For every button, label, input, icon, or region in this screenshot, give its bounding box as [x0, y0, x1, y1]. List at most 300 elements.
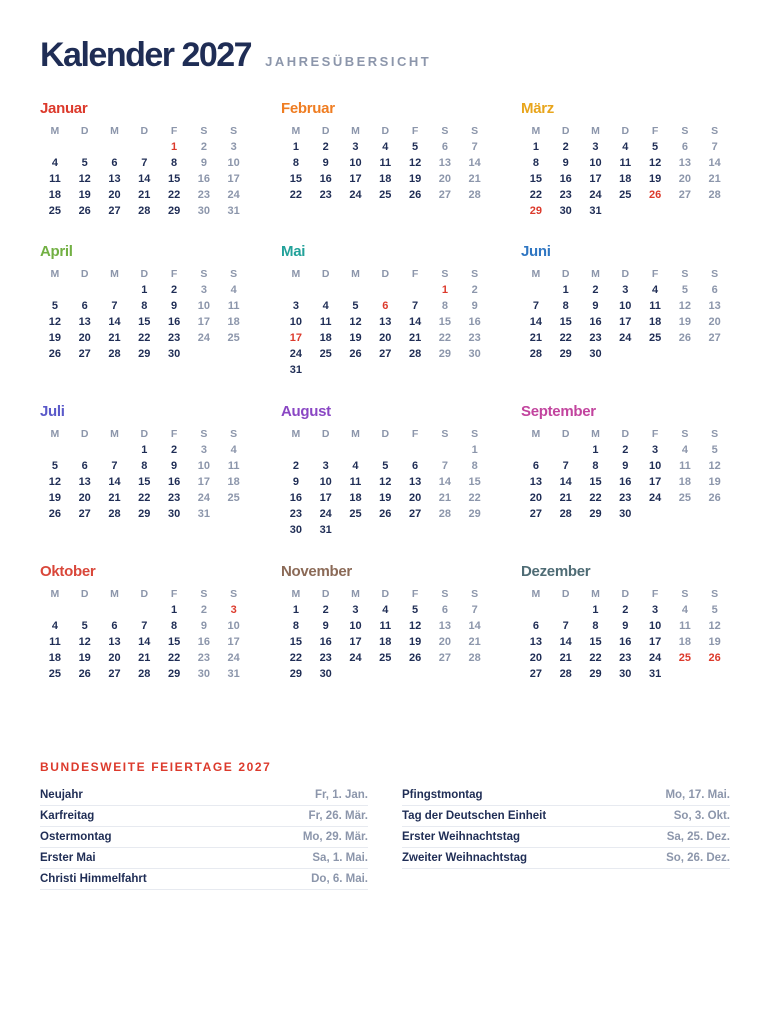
- day-cell: 16: [619, 476, 632, 488]
- weekday-label: S: [681, 428, 689, 440]
- month-name: November: [281, 563, 352, 580]
- empty-day-cell: [551, 602, 581, 618]
- day-cell: 12: [648, 157, 662, 169]
- day-cell: 21: [559, 492, 572, 504]
- weekday-label: D: [140, 588, 149, 600]
- empty-day-cell: [40, 139, 70, 155]
- weekday-label: F: [170, 588, 178, 600]
- weekday-label: S: [471, 268, 479, 280]
- week-row: [281, 314, 490, 330]
- day-cell: 21: [708, 173, 721, 185]
- month-märz: [521, 100, 730, 219]
- day-cell: 28: [138, 205, 151, 217]
- day-cell: 9: [622, 460, 629, 472]
- day-cell: 3: [230, 604, 237, 616]
- day-cell: 29: [138, 508, 151, 520]
- week-row: [521, 155, 730, 171]
- day-cell: 28: [438, 508, 451, 520]
- day-cell: 25: [678, 652, 691, 664]
- empty-day-cell: [311, 282, 341, 298]
- day-cell: 26: [648, 189, 662, 201]
- day-cell: 8: [592, 460, 599, 472]
- weekday-label: M: [351, 428, 360, 440]
- week-row: [40, 346, 249, 362]
- day-cell: 1: [592, 604, 599, 616]
- day-cell: 17: [648, 476, 662, 488]
- week-row: [281, 474, 490, 490]
- day-cell: 10: [349, 620, 362, 632]
- empty-day-cell: [521, 282, 551, 298]
- day-cell: 17: [197, 316, 210, 328]
- week-row: [281, 458, 490, 474]
- day-cell: 13: [379, 316, 392, 328]
- empty-day-cell: [670, 666, 700, 682]
- weekday-label: D: [80, 125, 89, 137]
- day-cell: 4: [322, 300, 329, 312]
- day-cell: 1: [171, 141, 178, 153]
- week-row: [521, 602, 730, 618]
- day-cell: 3: [230, 141, 237, 153]
- day-cell: 16: [589, 316, 602, 328]
- weekday-label: D: [561, 268, 570, 280]
- empty-day-cell: [70, 139, 100, 155]
- empty-day-cell: [521, 442, 551, 458]
- empty-day-cell: [370, 282, 400, 298]
- week-row: [521, 346, 730, 362]
- day-cell: 30: [197, 205, 210, 217]
- day-cell: 18: [227, 476, 240, 488]
- week-row: [281, 506, 490, 522]
- weekday-label: F: [411, 588, 419, 600]
- weekday-label: M: [291, 268, 301, 280]
- day-cell: 24: [349, 652, 362, 664]
- day-cell: 25: [678, 492, 691, 504]
- day-cell: 6: [711, 284, 718, 296]
- day-cell: 24: [319, 508, 332, 520]
- weekday-label: S: [711, 428, 719, 440]
- month-oktober: [40, 563, 249, 682]
- day-cell: 6: [532, 620, 539, 632]
- day-cell: 31: [227, 668, 240, 680]
- weekday-label: S: [471, 125, 479, 137]
- day-cell: 19: [379, 492, 392, 504]
- day-cell: 3: [200, 284, 207, 296]
- holiday-name: Christi Himmelfahrt: [40, 873, 147, 885]
- day-cell: 22: [138, 492, 151, 504]
- day-cell: 15: [138, 476, 151, 488]
- day-cell: 26: [78, 668, 91, 680]
- page-header: [40, 36, 431, 75]
- holiday-section: [40, 760, 730, 890]
- day-cell: 6: [441, 604, 448, 616]
- weekday-header: [281, 586, 490, 602]
- day-cell: 15: [167, 636, 181, 648]
- weekday-label: S: [681, 588, 689, 600]
- day-cell: 31: [197, 508, 210, 520]
- day-cell: 12: [48, 476, 62, 488]
- weekday-label: M: [110, 588, 119, 600]
- day-cell: 5: [412, 141, 419, 153]
- day-cell: 18: [379, 173, 392, 185]
- day-cell: 13: [408, 476, 422, 488]
- day-cell: 7: [111, 460, 118, 472]
- day-cell: 20: [408, 492, 422, 504]
- day-cell: 8: [441, 300, 448, 312]
- holiday-name: Tag der Deutschen Einheit: [402, 810, 547, 822]
- empty-day-cell: [700, 346, 730, 362]
- week-row: [40, 666, 249, 682]
- empty-day-cell: [700, 203, 730, 219]
- day-cell: 14: [468, 157, 481, 169]
- day-cell: 25: [227, 492, 240, 504]
- empty-day-cell: [219, 506, 249, 522]
- weekday-label: M: [50, 268, 60, 280]
- day-cell: 17: [619, 316, 632, 328]
- empty-day-cell: [70, 442, 100, 458]
- day-cell: 22: [589, 492, 602, 504]
- day-cell: 8: [171, 620, 178, 632]
- holiday-row: [402, 848, 730, 869]
- week-row: [40, 171, 249, 187]
- day-cell: 2: [200, 604, 207, 616]
- holiday-row: [40, 869, 368, 890]
- holiday-row: [40, 806, 368, 827]
- weekday-label: S: [230, 125, 238, 137]
- day-cell: 15: [289, 173, 303, 185]
- weekday-label: S: [471, 428, 479, 440]
- empty-day-cell: [551, 442, 581, 458]
- day-cell: 19: [349, 332, 362, 344]
- day-cell: 4: [51, 157, 58, 169]
- day-cell: 6: [111, 157, 118, 169]
- weekday-label: D: [621, 125, 630, 137]
- day-cell: 19: [78, 652, 91, 664]
- weekday-label: D: [140, 268, 149, 280]
- day-cell: 28: [108, 348, 121, 360]
- week-row: [281, 490, 490, 506]
- weekday-header: [521, 426, 730, 442]
- day-cell: 11: [349, 476, 362, 488]
- day-cell: 7: [141, 620, 148, 632]
- day-cell: 11: [679, 460, 691, 472]
- empty-day-cell: [370, 442, 400, 458]
- holiday-name: Pfingstmontag: [402, 789, 483, 801]
- day-cell: 20: [438, 173, 451, 185]
- week-row: [40, 298, 249, 314]
- weekday-label: S: [441, 268, 449, 280]
- day-cell: 20: [529, 652, 543, 664]
- day-cell: 13: [78, 476, 91, 488]
- day-cell: 27: [529, 668, 543, 680]
- month-februar: [281, 100, 490, 203]
- day-cell: 11: [227, 300, 240, 312]
- day-cell: 22: [529, 189, 543, 201]
- week-row: [281, 618, 490, 634]
- day-cell: 22: [559, 332, 572, 344]
- day-cell: 30: [167, 348, 181, 360]
- day-cell: 31: [289, 364, 303, 376]
- day-cell: 16: [197, 636, 210, 648]
- day-cell: 28: [468, 652, 481, 664]
- day-cell: 11: [379, 620, 392, 632]
- day-cell: 23: [589, 332, 602, 344]
- month-name: Oktober: [40, 563, 96, 580]
- day-cell: 25: [48, 668, 62, 680]
- day-cell: 24: [619, 332, 632, 344]
- day-cell: 19: [708, 476, 721, 488]
- day-cell: 13: [438, 157, 451, 169]
- day-cell: 27: [438, 189, 451, 201]
- weekday-header: [40, 266, 249, 282]
- day-cell: 27: [408, 508, 422, 520]
- day-cell: 30: [619, 508, 632, 520]
- day-cell: 6: [81, 460, 88, 472]
- empty-day-cell: [640, 506, 670, 522]
- empty-day-cell: [40, 282, 70, 298]
- day-cell: 3: [292, 300, 299, 312]
- day-cell: 21: [108, 332, 121, 344]
- empty-day-cell: [341, 666, 371, 682]
- weekday-label: D: [621, 268, 630, 280]
- day-cell: 8: [532, 157, 539, 169]
- day-cell: 3: [352, 141, 359, 153]
- week-row: [521, 458, 730, 474]
- weekday-label: S: [230, 588, 238, 600]
- empty-day-cell: [341, 362, 371, 378]
- day-cell: 25: [48, 205, 62, 217]
- day-cell: 9: [200, 157, 207, 169]
- day-cell: 3: [352, 604, 359, 616]
- day-cell: 18: [619, 173, 632, 185]
- weekday-label: D: [381, 125, 390, 137]
- day-cell: 10: [319, 476, 332, 488]
- week-row: [40, 203, 249, 219]
- day-cell: 14: [138, 636, 151, 648]
- week-row: [281, 634, 490, 650]
- day-cell: 9: [622, 620, 629, 632]
- weekday-label: S: [711, 588, 719, 600]
- day-cell: 7: [412, 300, 419, 312]
- day-cell: 25: [619, 189, 632, 201]
- day-cell: 15: [589, 476, 602, 488]
- day-cell: 12: [708, 460, 721, 472]
- week-row: [40, 490, 249, 506]
- weekday-label: D: [381, 428, 390, 440]
- day-cell: 14: [708, 157, 721, 169]
- day-cell: 12: [708, 620, 721, 632]
- weekday-label: M: [351, 268, 360, 280]
- week-row: [521, 634, 730, 650]
- day-cell: 29: [138, 348, 151, 360]
- week-row: [40, 442, 249, 458]
- week-row: [521, 474, 730, 490]
- weekday-label: D: [381, 268, 390, 280]
- weekday-label: S: [441, 588, 449, 600]
- weekday-label: S: [471, 588, 479, 600]
- day-cell: 14: [559, 636, 572, 648]
- empty-day-cell: [460, 522, 490, 538]
- day-cell: 4: [352, 460, 359, 472]
- empty-day-cell: [670, 346, 700, 362]
- day-cell: 26: [678, 332, 691, 344]
- day-cell: 10: [619, 300, 632, 312]
- day-cell: 21: [108, 492, 121, 504]
- weekday-label: M: [531, 125, 541, 137]
- day-cell: 12: [408, 620, 422, 632]
- day-cell: 12: [408, 157, 422, 169]
- day-cell: 9: [171, 460, 178, 472]
- day-cell: 28: [408, 348, 422, 360]
- day-cell: 7: [141, 157, 148, 169]
- month-name: Mai: [281, 243, 306, 260]
- day-cell: 23: [319, 189, 332, 201]
- week-row: [40, 139, 249, 155]
- day-cell: 3: [592, 141, 599, 153]
- day-cell: 8: [592, 620, 599, 632]
- day-cell: 18: [48, 189, 62, 201]
- day-cell: 1: [562, 284, 569, 296]
- holiday-date: Sa, 1. Mai.: [312, 852, 368, 864]
- month-januar: [40, 100, 249, 219]
- day-cell: 14: [108, 476, 121, 488]
- week-row: [40, 474, 249, 490]
- day-cell: 17: [227, 173, 240, 185]
- week-row: [521, 314, 730, 330]
- weekday-label: F: [170, 428, 178, 440]
- day-cell: 8: [171, 157, 178, 169]
- day-cell: 13: [708, 300, 721, 312]
- empty-day-cell: [100, 282, 130, 298]
- day-cell: 11: [49, 173, 61, 185]
- day-cell: 9: [322, 157, 329, 169]
- weekday-label: F: [411, 125, 419, 137]
- day-cell: 30: [468, 348, 481, 360]
- empty-day-cell: [610, 346, 640, 362]
- day-cell: 18: [678, 636, 691, 648]
- day-cell: 15: [289, 636, 303, 648]
- day-cell: 17: [648, 636, 662, 648]
- day-cell: 5: [51, 300, 58, 312]
- day-cell: 17: [289, 332, 303, 344]
- day-cell: 23: [619, 652, 632, 664]
- empty-day-cell: [670, 203, 700, 219]
- day-cell: 6: [111, 620, 118, 632]
- holiday-section-title: BUNDESWEITE FEIERTAGE 2027: [40, 760, 272, 774]
- day-cell: 15: [559, 316, 572, 328]
- day-cell: 7: [562, 620, 569, 632]
- weekday-label: D: [561, 125, 570, 137]
- day-cell: 27: [379, 348, 392, 360]
- week-row: [281, 346, 490, 362]
- day-cell: 13: [108, 636, 121, 648]
- day-cell: 24: [227, 652, 240, 664]
- day-cell: 23: [167, 332, 181, 344]
- day-cell: 17: [197, 476, 210, 488]
- day-cell: 15: [529, 173, 543, 185]
- day-cell: 6: [412, 460, 419, 472]
- day-cell: 16: [319, 636, 332, 648]
- day-cell: 27: [108, 205, 121, 217]
- week-row: [521, 442, 730, 458]
- day-cell: 6: [681, 141, 688, 153]
- week-row: [40, 155, 249, 171]
- weekday-label: F: [411, 268, 419, 280]
- day-cell: 9: [592, 300, 599, 312]
- month-name: März: [521, 100, 554, 117]
- week-row: [521, 139, 730, 155]
- day-cell: 30: [289, 524, 303, 536]
- empty-day-cell: [430, 442, 460, 458]
- week-row: [521, 506, 730, 522]
- empty-day-cell: [100, 602, 130, 618]
- empty-day-cell: [70, 282, 100, 298]
- day-cell: 1: [141, 284, 148, 296]
- day-cell: 5: [711, 444, 718, 456]
- day-cell: 26: [379, 508, 392, 520]
- week-row: [281, 362, 490, 378]
- weekday-label: S: [230, 428, 238, 440]
- day-cell: 31: [589, 205, 602, 217]
- week-row: [281, 330, 490, 346]
- day-cell: 2: [622, 444, 629, 456]
- day-cell: 27: [529, 508, 543, 520]
- day-cell: 23: [319, 652, 332, 664]
- weekday-label: D: [80, 268, 89, 280]
- empty-day-cell: [100, 442, 130, 458]
- day-cell: 7: [562, 460, 569, 472]
- empty-day-cell: [341, 442, 371, 458]
- day-cell: 9: [471, 300, 478, 312]
- day-cell: 8: [292, 620, 299, 632]
- empty-day-cell: [370, 362, 400, 378]
- day-cell: 18: [349, 492, 362, 504]
- day-cell: 1: [171, 604, 178, 616]
- day-cell: 10: [227, 620, 240, 632]
- holiday-name: Erster Weihnachtstag: [402, 831, 521, 843]
- day-cell: 7: [471, 141, 478, 153]
- week-row: [521, 187, 730, 203]
- day-cell: 10: [648, 460, 662, 472]
- empty-day-cell: [400, 362, 430, 378]
- day-cell: 12: [48, 316, 62, 328]
- day-cell: 8: [141, 300, 148, 312]
- empty-day-cell: [700, 506, 730, 522]
- weekday-label: M: [291, 428, 301, 440]
- week-row: [281, 187, 490, 203]
- day-cell: 5: [51, 460, 58, 472]
- month-dezember: [521, 563, 730, 682]
- day-cell: 19: [78, 189, 91, 201]
- day-cell: 21: [138, 189, 151, 201]
- day-cell: 14: [438, 476, 451, 488]
- day-cell: 13: [529, 476, 543, 488]
- day-cell: 26: [78, 205, 91, 217]
- week-row: [521, 490, 730, 506]
- holiday-name: Neujahr: [40, 789, 83, 801]
- month-name: Januar: [40, 100, 88, 117]
- week-row: [281, 155, 490, 171]
- month-name: Juli: [40, 403, 65, 420]
- day-cell: 28: [138, 668, 151, 680]
- day-cell: 14: [138, 173, 151, 185]
- day-cell: 12: [349, 316, 362, 328]
- day-cell: 29: [289, 668, 303, 680]
- weekday-label: F: [651, 588, 659, 600]
- holiday-date: Do, 6. Mai.: [311, 873, 368, 885]
- day-cell: 22: [289, 652, 303, 664]
- day-cell: 20: [678, 173, 691, 185]
- weekday-header: [521, 123, 730, 139]
